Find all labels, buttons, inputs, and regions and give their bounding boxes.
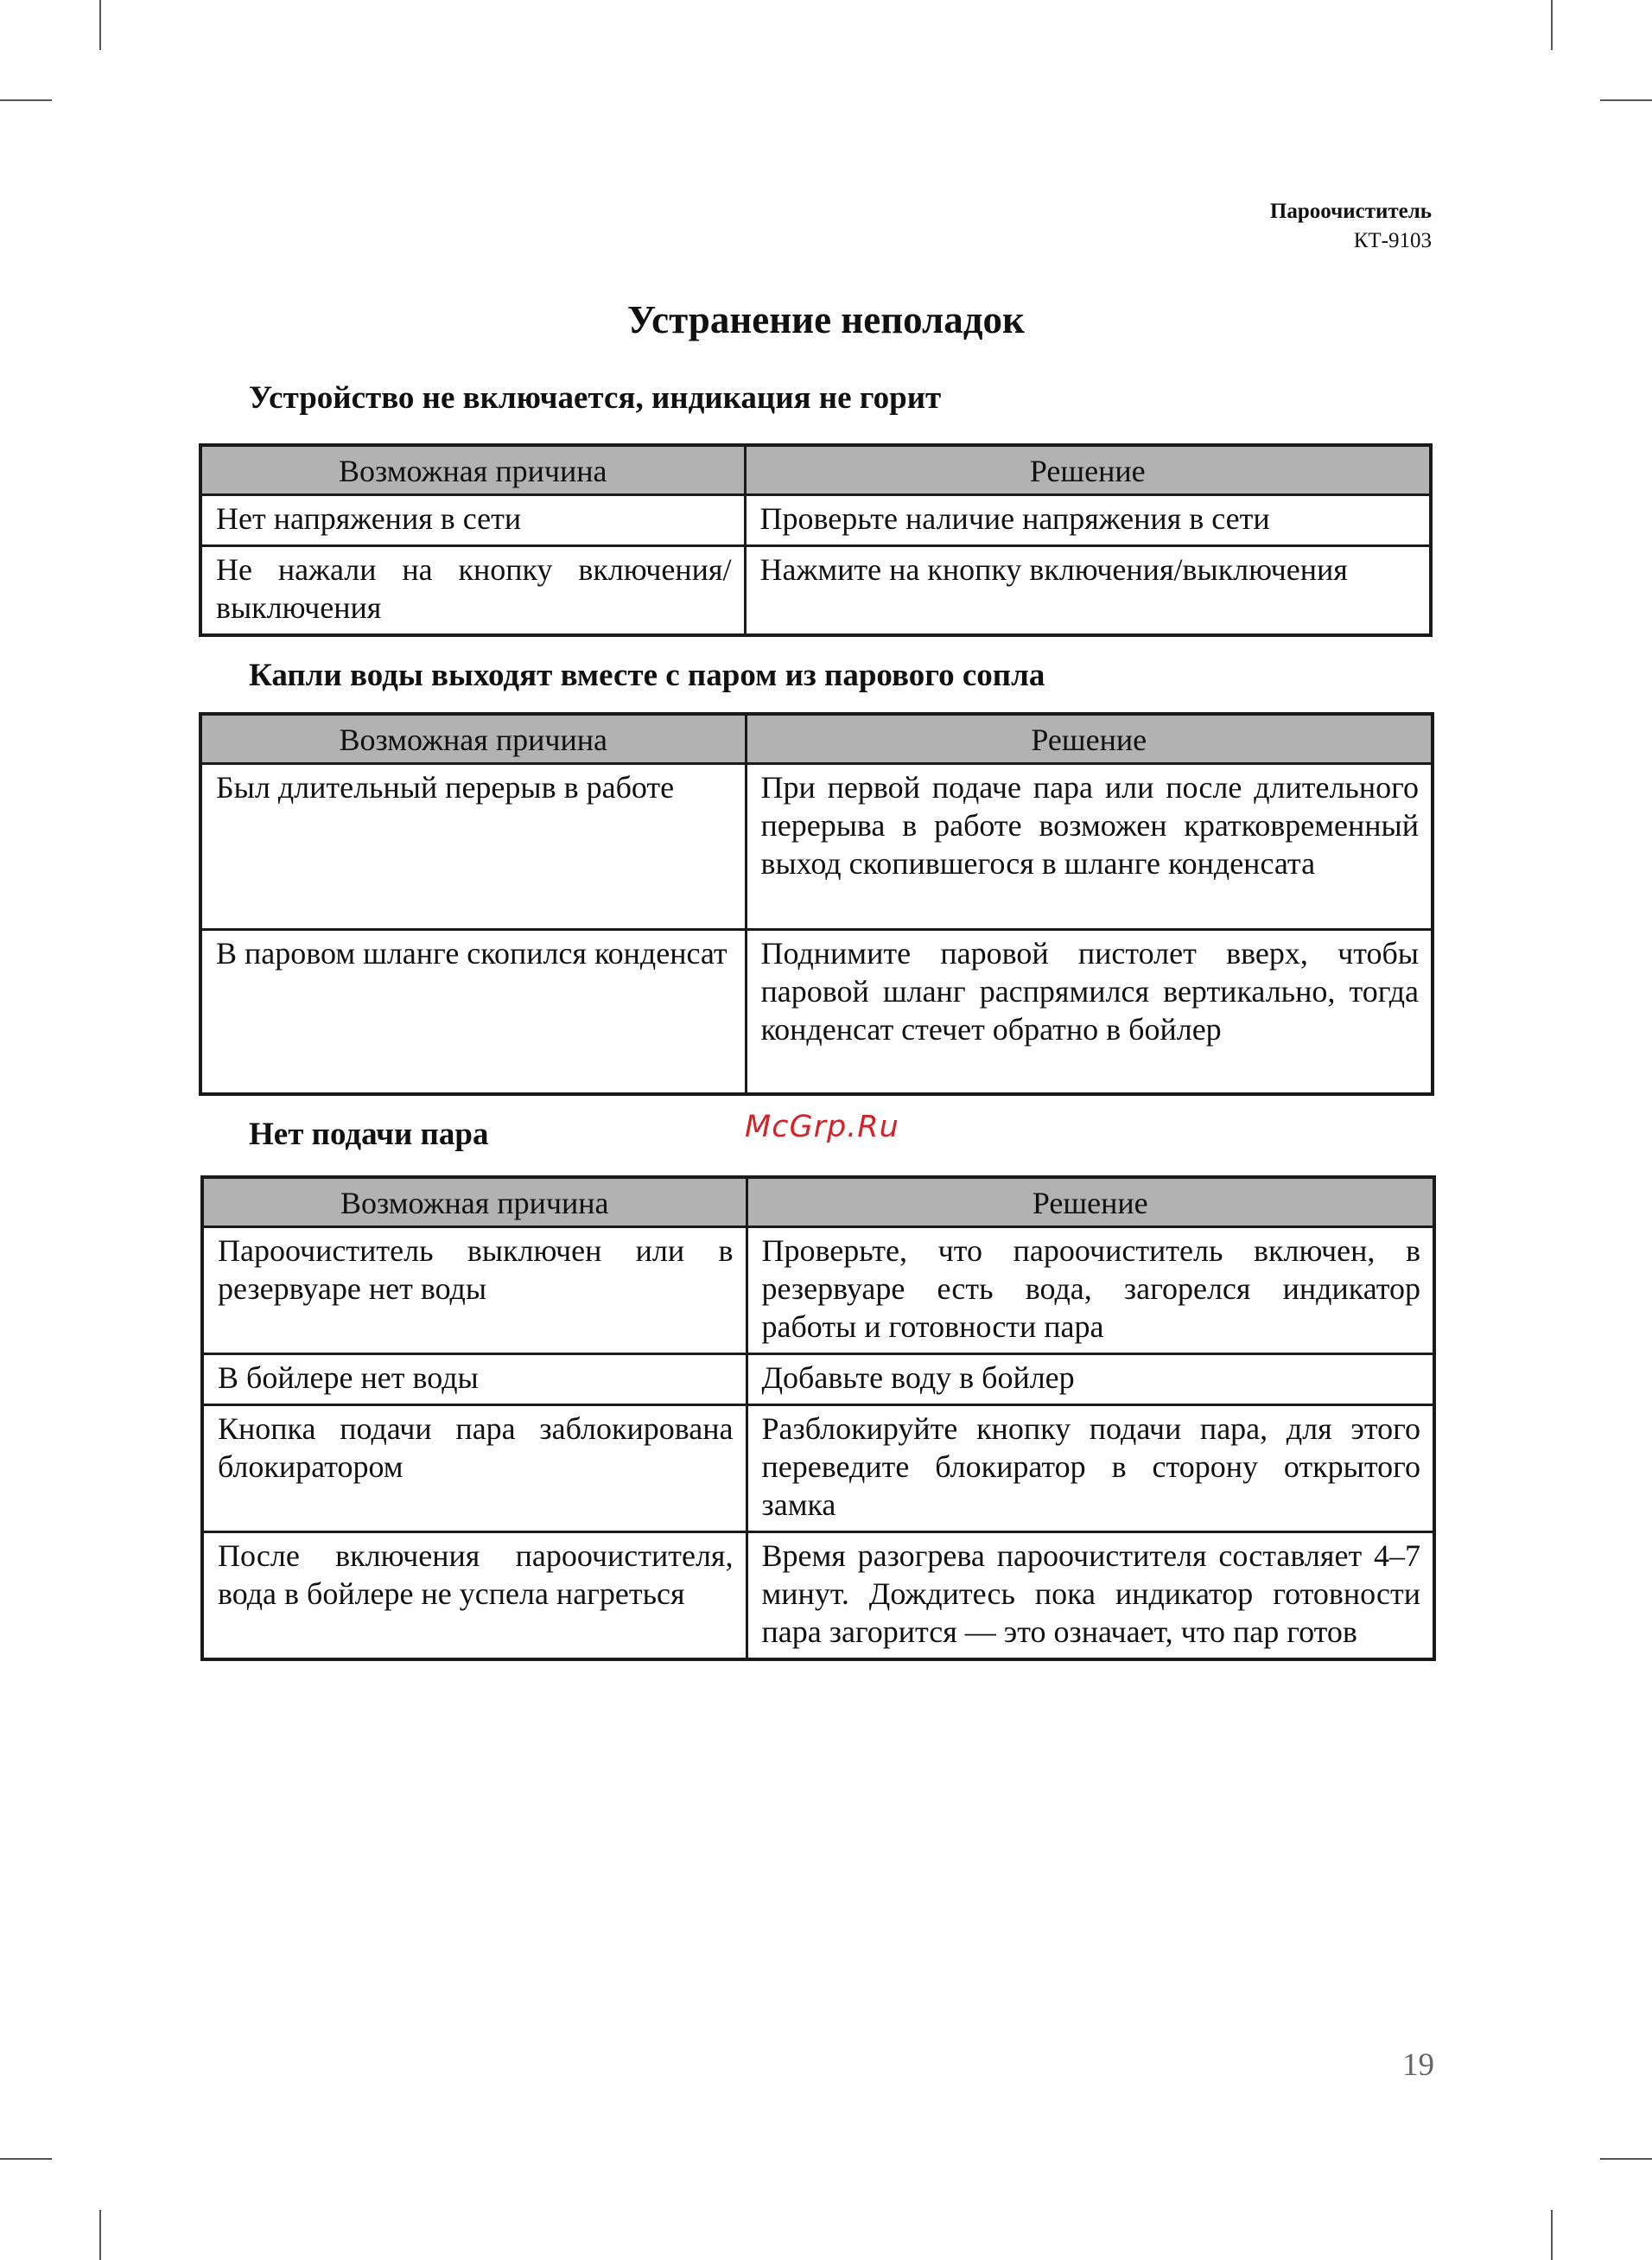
column-header-cause: Возможная причина <box>200 445 745 495</box>
solution-cell: Поднимите паровой пистолет вверх, чтобы паровой шланг распрямился вертикально, тогда конденсат стечет обратно в бойлер <box>746 930 1433 1094</box>
crop-mark <box>1551 0 1553 50</box>
table-header-row <box>200 445 1431 495</box>
cause-cell: После включения пароочистителя, вода в бойлере не успела нагреться <box>202 1532 747 1660</box>
column-header-solution: Решение <box>745 445 1431 495</box>
cause-cell: Был длительный перерыв в работе <box>200 764 746 930</box>
crop-mark <box>1600 2158 1652 2160</box>
solution-cell: Добавьте воду в бойлер <box>747 1354 1434 1405</box>
crop-mark <box>1551 2210 1553 2260</box>
table-row <box>200 764 1433 930</box>
crop-mark <box>99 0 101 50</box>
section-heading: Нет подачи пара <box>249 1117 489 1152</box>
cause-cell: Нет напряжения в сети <box>200 495 745 546</box>
troubleshooting-table <box>199 712 1434 1096</box>
cause-cell: В паровом шланге скопился конденсат <box>200 930 746 1094</box>
troubleshooting-table <box>200 1175 1436 1661</box>
section-heading: Капли воды выходят вместе с паром из парового сопла <box>249 658 1045 693</box>
cause-cell: Не нажали на кнопку включения/ выключения <box>200 546 745 636</box>
table-row <box>202 1405 1434 1532</box>
page-title: Устранение неполадок <box>627 298 1025 341</box>
table-row <box>202 1354 1434 1405</box>
page-number: 19 <box>1402 2047 1434 2083</box>
running-header <box>1270 197 1432 256</box>
table-row <box>202 1227 1434 1354</box>
column-header-solution: Решение <box>747 1177 1434 1227</box>
header-model: КТ-9103 <box>1353 229 1432 252</box>
solution-cell: Время разогрева пароочистителя составляет 4–7 минут. Дождитесь пока индикатор готовности пара загорится — это означает, что пар готов <box>747 1532 1434 1660</box>
troubleshooting-table <box>199 443 1433 637</box>
solution-cell: Проверьте наличие напряжения в сети <box>745 495 1431 546</box>
solution-cell: Проверьте, что пароочиститель включен, в резервуаре есть вода, загорелся индикатор работы и готовности пара <box>747 1227 1434 1354</box>
table-row <box>200 495 1431 546</box>
table-header-row <box>200 714 1433 764</box>
table-header-row <box>202 1177 1434 1227</box>
solution-cell: Нажмите на кнопку включения/выключения <box>745 546 1431 636</box>
column-header-cause: Возможная причина <box>202 1177 747 1227</box>
crop-mark <box>99 2210 101 2260</box>
solution-cell: При первой подаче пара или после длительного перерыва в работе возможен кратковременный выход скопившегося в шланге конденсата <box>746 764 1433 930</box>
table-row <box>202 1532 1434 1660</box>
crop-mark <box>1600 99 1652 101</box>
section-heading: Устройство не включается, индикация не горит <box>249 380 942 416</box>
solution-cell: Разблокируйте кнопку подачи пара, для этого переведите блокиратор в сторону открытого замка <box>747 1405 1434 1532</box>
table-row <box>200 546 1431 636</box>
column-header-cause: Возможная причина <box>200 714 746 764</box>
table-row <box>200 930 1433 1094</box>
watermark: McGrp.Ru <box>745 1110 899 1144</box>
header-product: Пароочиститель <box>1269 200 1432 223</box>
cause-cell: Пароочиститель выключен или в резервуаре нет воды <box>202 1227 747 1354</box>
crop-mark <box>0 99 52 101</box>
column-header-solution: Решение <box>746 714 1433 764</box>
crop-mark <box>0 2158 52 2160</box>
cause-cell: Кнопка подачи пара заблокирована блокиратором <box>202 1405 747 1532</box>
cause-cell: В бойлере нет воды <box>202 1354 747 1405</box>
